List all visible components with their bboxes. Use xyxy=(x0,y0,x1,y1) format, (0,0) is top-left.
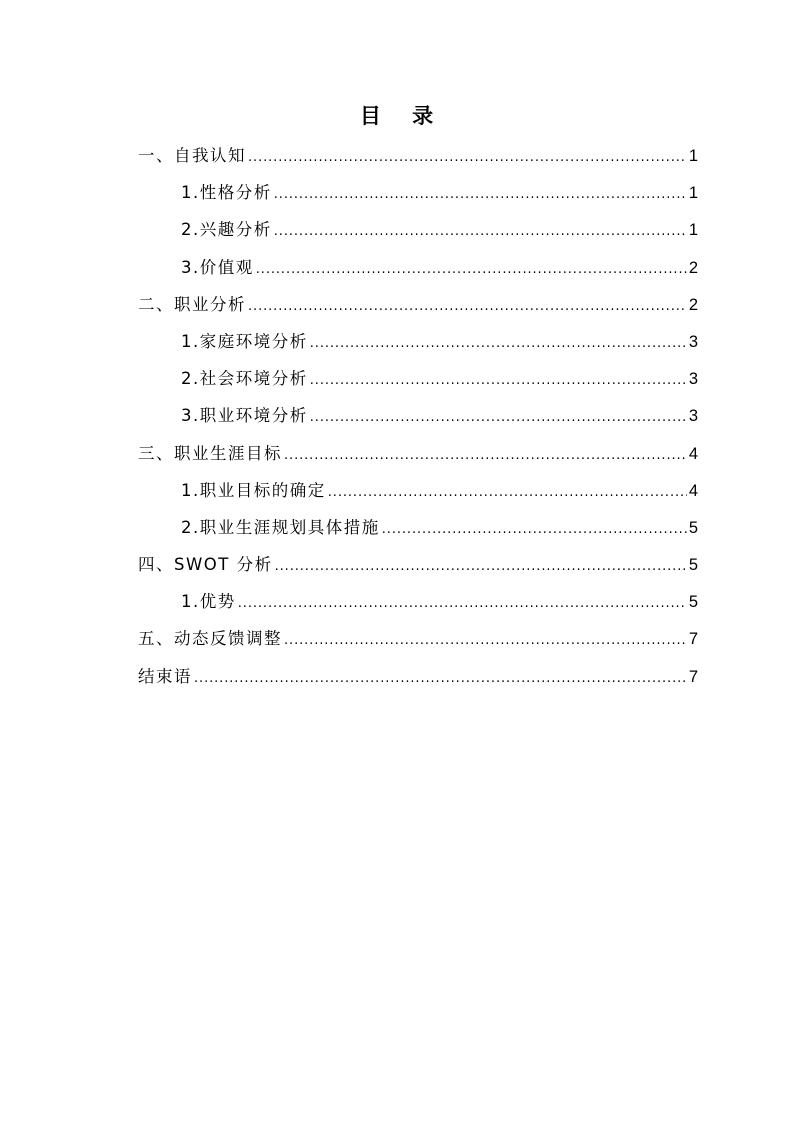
toc-dot-leader xyxy=(310,399,687,436)
toc-dot-leader xyxy=(382,511,687,548)
toc-entry-label: 五、动态反馈调整 xyxy=(138,629,282,649)
toc-entry-goal-determination[interactable] xyxy=(138,472,698,509)
toc-entry-social-environment[interactable] xyxy=(138,360,698,397)
toc-page-number: 4 xyxy=(688,444,698,463)
toc-entry-label: 二、职业分析 xyxy=(138,294,246,314)
toc-page-number: 1 xyxy=(688,221,698,240)
toc-entry-values[interactable] xyxy=(138,249,698,286)
toc-entry-career-goals[interactable] xyxy=(138,435,698,472)
toc-dot-leader xyxy=(275,548,687,585)
toc-page-number: 4 xyxy=(688,481,698,500)
toc-page-number: 5 xyxy=(688,593,698,612)
toc-entry-planning-measures[interactable] xyxy=(138,509,698,546)
toc-entry-label: 1.职业目标的确定 xyxy=(181,480,326,500)
toc-entry-dynamic-feedback[interactable] xyxy=(138,620,698,657)
toc-dot-leader xyxy=(328,474,687,511)
toc-page-number: 1 xyxy=(688,184,698,203)
toc-entry-career-environment[interactable] xyxy=(138,397,698,434)
toc-dot-leader xyxy=(274,213,687,250)
toc-dot-leader xyxy=(274,176,687,213)
toc-entry-label: 2.职业生涯规划具体措施 xyxy=(181,517,380,537)
toc-entry-conclusion[interactable] xyxy=(138,658,698,695)
toc-page-number: 3 xyxy=(688,332,698,351)
toc-dot-leader xyxy=(310,362,687,399)
toc-page-number: 7 xyxy=(688,630,698,649)
toc-dot-leader xyxy=(310,325,687,362)
toc-entry-label: 3.职业环境分析 xyxy=(181,406,308,426)
toc-page-number: 7 xyxy=(688,667,698,686)
toc-entry-label: 结束语 xyxy=(138,666,192,686)
toc-entry-self-awareness[interactable] xyxy=(138,137,698,174)
toc-entry-label: 四、SWOT 分析 xyxy=(138,555,273,575)
toc-entry-label: 三、职业生涯目标 xyxy=(138,443,282,463)
toc-entry-swot-analysis[interactable] xyxy=(138,546,698,583)
toc-entry-family-environment[interactable] xyxy=(138,323,698,360)
toc-page-number: 5 xyxy=(688,518,698,537)
toc-page-number: 5 xyxy=(688,556,698,575)
toc-entry-label: 3.价值观 xyxy=(181,257,254,277)
toc-page-number: 3 xyxy=(688,370,698,389)
toc-dot-leader xyxy=(248,139,687,176)
toc-title: 目 录 xyxy=(359,104,446,128)
toc-entry-personality-analysis[interactable] xyxy=(138,174,698,211)
toc-dot-leader xyxy=(238,585,687,622)
toc-entry-label: 2.社会环境分析 xyxy=(181,369,308,389)
toc-dot-leader xyxy=(248,288,687,325)
toc-page-number: 3 xyxy=(688,407,698,426)
toc-entry-label: 1.家庭环境分析 xyxy=(181,331,308,351)
toc-entry-career-analysis[interactable] xyxy=(138,286,698,323)
toc-entry-label: 1.性格分析 xyxy=(181,183,272,203)
toc-dot-leader xyxy=(256,251,687,288)
toc-page-number: 2 xyxy=(688,258,698,277)
toc-page-number: 2 xyxy=(688,295,698,314)
toc-entry-label: 一、自我认知 xyxy=(138,146,246,165)
toc-dot-leader xyxy=(284,437,687,474)
toc-entry-label: 1.优势 xyxy=(181,592,236,612)
toc-list xyxy=(138,137,698,695)
toc-entry-interest-analysis[interactable] xyxy=(138,211,698,248)
toc-entry-label: 2.兴趣分析 xyxy=(181,220,272,240)
toc-entry-strengths[interactable] xyxy=(138,583,698,620)
toc-page-number: 1 xyxy=(688,147,698,165)
toc-dot-leader xyxy=(284,622,687,659)
toc-dot-leader xyxy=(194,660,687,697)
